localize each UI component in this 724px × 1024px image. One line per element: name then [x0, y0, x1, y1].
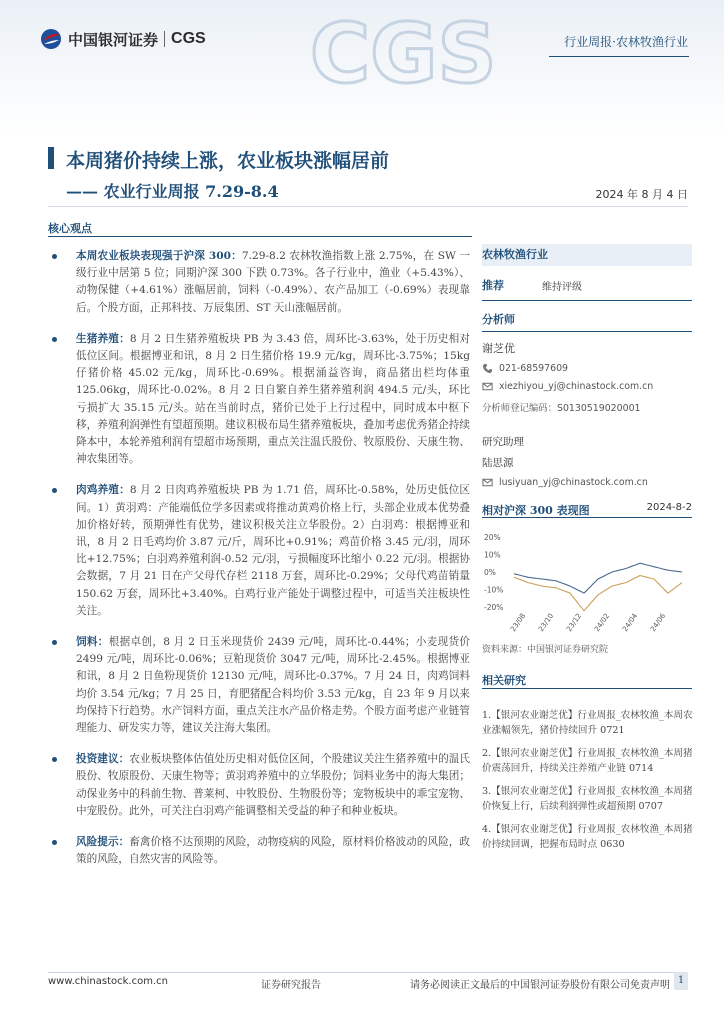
report-type-dot: · — [612, 35, 616, 49]
title-accent-bar — [48, 147, 54, 169]
rating-value: 维持评级 — [542, 281, 582, 293]
analyst-phone — [482, 363, 692, 374]
related-item[interactable]: 4.【银河农业谢芝优】行业周报_农林牧渔_本周猪价持续回调，把握布局时点 0630 — [482, 824, 693, 850]
related-divider — [482, 688, 692, 689]
report-type — [564, 33, 688, 50]
related-item[interactable]: 1.【银河农业谢芝优】行业周报_农林牧渔_本周农业涨幅领先，猪价持续回升 0721 — [482, 710, 693, 736]
chart-source: 资料来源：中国银河证券研究院 — [482, 645, 609, 655]
related-heading: 相关研究 — [482, 674, 526, 687]
paragraph-investment — [50, 751, 470, 820]
chart-divider — [482, 517, 692, 518]
analyst-name: 谢芝优 — [482, 342, 515, 355]
x-tick-label: 24/06 — [649, 612, 668, 634]
title-divider — [48, 206, 688, 207]
paragraph-text: 畜禽价格不达预期的风险，动物疫病的风险，原材料价格波动的风险，政策的风险，自然灾害的风险等。 — [76, 836, 471, 866]
rating-label: 推荐 — [482, 279, 504, 292]
paragraph-hog — [50, 331, 470, 469]
page-title: 本周猪价持续上涨，农业板块涨幅居前 — [66, 150, 390, 172]
core-view-body — [50, 248, 470, 883]
relative-performance-chart — [482, 520, 692, 638]
rating-divider — [482, 300, 692, 301]
footer-disclaimer: 请务必阅读正文最后的中国银河证券股份有限公司免责声明 — [410, 980, 670, 991]
logo-separator — [164, 31, 165, 47]
paragraph-lead: 投资建议： — [76, 753, 130, 766]
series-line-agriculture — [514, 576, 682, 611]
analyst-license: 分析师登记编码：S0130519020001 — [482, 403, 641, 414]
y-tick-label: -10% — [484, 585, 504, 595]
paragraph-lead: 本周农业板块表现强于沪深 300： — [76, 250, 242, 262]
industry-band — [482, 244, 692, 266]
related-item[interactable]: 3.【银河农业谢芝优】行业周报_农林牧渔_本周猪价恢复上行，后续利润弹性或超预期 0707 — [482, 786, 693, 812]
x-tick-label: 23/10 — [537, 612, 556, 634]
bullet-icon — [52, 640, 57, 645]
subtitle-text: 农业行业周报 7.29-8.4 — [103, 182, 279, 201]
x-tick-label: 23/12 — [565, 612, 584, 634]
assistant-heading: 研究助理 — [482, 436, 524, 448]
watermark-text: CGS — [310, 7, 497, 102]
paragraph-risk — [50, 834, 470, 868]
chart-date: 2024-8-2 — [646, 502, 692, 513]
paragraph-text: 8 月 2 日肉鸡养殖板块 PB 为 1.71 倍，周环比-0.58%，处历史低位区间。1）黄羽鸡：产能端低位学多因素或将推动黄鸡价格上行，头部企业成本优势叠加价格好转，预期弹性有优势，建议积极关注立华股份。2）白羽鸡：根据博亚和讯，8 月 2 日毛鸡均价 3.87 元/斤，周环比+0.91%；鸡苗价格 3.45 元/羽，周环比+12.75%；白羽鸡养殖利润-0.52 元/羽，亏损幅度环比缩小 0.22 元/羽。根据协会数据，7 月 21 日在产父母代存栏 2118 万套，周环比-0.29%；父母代鸡苗销量 150.62 万套，周环比+3.40%。白鸡行业产能处于调整过程中，可适当关注板块性关注。 — [76, 484, 470, 617]
paragraph-lead: 生猪养殖： — [76, 332, 130, 345]
cgs-watermark — [300, 4, 497, 104]
assistant-name: 陆思源 — [482, 457, 514, 469]
paragraph-lead: 饲料： — [76, 636, 109, 649]
y-tick-label: 20% — [484, 532, 501, 542]
industry-label: 农林牧渔行业 — [482, 248, 548, 261]
page-footer — [48, 972, 688, 994]
paragraph-text: 农业板块整体估值处历史相对低位区间，个股建议关注生猪养殖中的温氏股份、牧原股份、天康生物等；黄羽鸡养殖中的立华股份；饲料业务中的海大集团；动保业务中的科前生物、普莱柯、中牧股份、生物股份等；宠物板块中的乖宝宠物、中宠股份。此外，可关注白羽鸡产能调整相关受益的种子和种业板块。 — [76, 753, 471, 817]
paragraph-text: 7.29-8.2 农林牧渔指数上涨 2.75%，在 SW 一级行业中居第 5 位；同期沪深 300 下跌 0.73%。各子行业中，渔业（+5.43%）、动物保健（+4.61%）涨幅居前，饲料（-0.49%）、农产品加工（-0.69%）表现靠后。个股方面，正邦科技、万辰集团、ST 天山涨幅居前。 — [76, 250, 470, 314]
page-header — [0, 0, 724, 140]
x-tick-label: 24/02 — [593, 612, 612, 634]
subtitle-dash: —— — [66, 182, 98, 201]
phone-text: 021-68597609 — [499, 363, 568, 374]
footer-doc-type: 证券研究报告 — [261, 980, 321, 991]
report-sector: 农林牧渔行业 — [615, 35, 688, 49]
email-icon — [482, 381, 493, 392]
header-divider — [549, 56, 689, 57]
paragraph-text: 根据卓创，8 月 2 日玉米现货价 2439 元/吨，周环比-0.44%；小麦现货价 2499 元/吨，周环比-0.06%；豆粕现货价 3047 元/吨，周环比-2.45%。根据博亚和讯，8 月 2 日鱼粉现货价 12130 元/吨，周环比-0.37%。7 月 24 日，肉鸡饲料均价 3.54 元/kg；7 月 25 日，育肥猪配合料均价 3.53 元/kg，自 23 年 9 月以来均保持下行趋势。水产饲料方面，重点关注水产品价格走势。个股方面考虑产业链管理能力、研发实力等，建议关注海大集团。 — [76, 636, 471, 735]
bullet-icon — [52, 840, 57, 845]
assistant-email[interactable] — [482, 477, 692, 488]
email-link[interactable]: xiezhiyou_yj@chinastock.com.cn — [499, 381, 654, 392]
footer-site-link[interactable]: www.chinastock.com.cn — [48, 976, 168, 987]
x-tick-label: 23/08 — [509, 612, 528, 634]
galaxy-logo-icon — [40, 28, 62, 50]
brand-name: CGS — [171, 30, 206, 47]
analyst-heading: 分析师 — [482, 313, 515, 326]
paragraph-chicken — [50, 482, 470, 620]
bullet-icon — [52, 254, 57, 259]
company-logo — [40, 28, 206, 50]
phone-icon — [482, 363, 493, 374]
y-tick-label: -20% — [484, 603, 504, 613]
bullet-icon — [52, 488, 57, 493]
email-icon — [482, 477, 493, 488]
assistant-email-link[interactable]: lusiyuan_yj@chinastock.com.cn — [499, 477, 648, 488]
paragraph-lead: 风险提示： — [76, 836, 130, 849]
bullet-icon — [52, 757, 57, 762]
footer-divider — [48, 972, 688, 973]
paragraph-market — [50, 248, 470, 317]
analyst-divider — [482, 331, 692, 332]
rating-row — [482, 274, 692, 296]
paragraph-lead: 肉鸡养殖： — [76, 484, 130, 497]
bullet-icon — [52, 337, 57, 342]
analyst-email[interactable] — [482, 381, 692, 392]
related-list — [482, 708, 694, 860]
paragraph-text: 8 月 2 日生猪养殖板块 PB 为 3.43 倍，周环比-3.63%，处于历史相对低位区间。根据博亚和讯，8 月 2 日生猪价格 19.9 元/kg，周环比-3.75%；15kg 仔猪价格 45.02 元/kg，周环比-0.69%。根据涌益咨询，商品猪出栏均体重 125.06kg，周环比-0.02%。8 月 2 日自繁自养生猪养殖利润 494.5 元/头，环比亏损扩大 35.15 元/头。站在当前时点，猪价已处于上行过程中，同时成本中枢下移，养殖利润弹性有望超预期。建议积极布局生猪养殖板块，叠加考虑优秀猪企持续降本中，本轮养殖利润有望超市场预期，重点关注温氏股份、牧原股份、天康生物、神农集团等。 — [76, 332, 470, 466]
report-date: 2024 年 8 月 4 日 — [595, 188, 688, 201]
y-tick-label: 10% — [484, 550, 501, 560]
sidebar — [482, 244, 692, 488]
report-type-label: 行业周报 — [564, 35, 613, 49]
company-name: 中国银河证券 — [68, 30, 159, 49]
x-tick-label: 24/04 — [621, 612, 640, 634]
chart-title: 相对沪深 300 表现图 — [482, 504, 590, 517]
core-view-divider — [48, 236, 472, 237]
paragraph-feed — [50, 634, 470, 737]
page-subtitle — [66, 179, 279, 202]
core-view-heading: 核心观点 — [48, 222, 92, 235]
series-line-csi300 — [514, 563, 682, 593]
chart-header — [482, 502, 692, 518]
page-number: 1 — [674, 972, 688, 990]
related-item[interactable]: 2.【银河农业谢芝优】行业周报_农林牧渔_本周猪价震荡回升，持续关注养殖产业链 0714 — [482, 748, 693, 774]
y-tick-label: 0% — [484, 568, 496, 577]
